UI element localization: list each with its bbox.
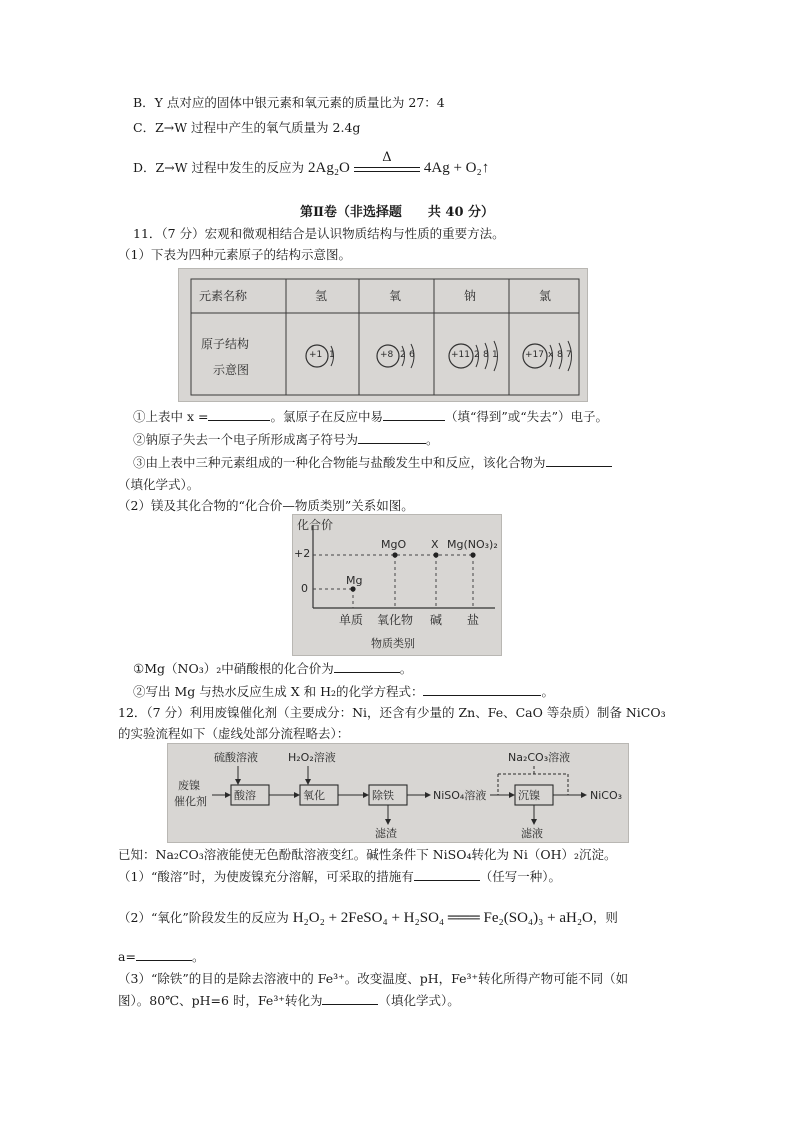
y-tick-plus2: +2 bbox=[294, 547, 311, 560]
flow-mid-niso4: NiSO₄溶液 bbox=[433, 789, 487, 802]
chart-xlabel: 物质类别 bbox=[371, 637, 415, 650]
chart-ylabel: 化合价 bbox=[297, 518, 334, 532]
q11-sub3-text-a: ③由上表中三种元素组成的一种化合物能与盐酸发生中和反应，该化合物为 bbox=[133, 455, 546, 470]
element-name-h: 氢 bbox=[315, 289, 328, 303]
q12-p3-line1: （3）“除铁”的目的是除去溶液中的 Fe³⁺。改变温度、pH，Fe³⁺转化所得产物可能不同（如 bbox=[118, 971, 629, 986]
q11-part2: （2）镁及其化合物的“化合价—物质类别”关系如图。 bbox=[118, 498, 414, 513]
q10-option-c: C．Z→W 过程中产生的氧气质量为 2.4g bbox=[133, 120, 361, 135]
q12-known: 已知：Na₂CO₃溶液能使无色酚酞溶液变红。碱性条件下 NiSO₄转化为 Ni（OH）₂沉淀。 bbox=[118, 847, 617, 862]
element-name-cl: 氯 bbox=[539, 289, 552, 303]
shell-o-2: 6 bbox=[409, 350, 415, 360]
valence-chart-svg bbox=[293, 515, 501, 655]
answer-blank-coefficient-a[interactable] bbox=[136, 948, 192, 961]
shell-cl-2: 8 bbox=[557, 350, 563, 360]
q11-sub5-text-b: 。 bbox=[541, 684, 554, 699]
q12-p3-text-b: （填化学式）。 bbox=[378, 993, 460, 1008]
answer-blank-compound[interactable] bbox=[546, 454, 612, 467]
q10-option-d-prefix: D．Z→W 过程中发生的反应为 bbox=[133, 160, 305, 175]
q12-p2 bbox=[118, 907, 618, 930]
table-header-label: 元素名称 bbox=[199, 289, 248, 303]
q10-option-b: B．Y 点对应的固体中银元素和氧元素的质量比为 27：4 bbox=[133, 95, 445, 110]
heating-condition: Δ bbox=[382, 149, 392, 165]
shell-o-1: 2 bbox=[400, 350, 406, 360]
label-mgno3: Mg(NO₃)₂ bbox=[447, 538, 498, 551]
q11-sub5 bbox=[133, 683, 554, 702]
label-x: X bbox=[431, 538, 439, 551]
flow-step-oxidize: 氧化 bbox=[303, 789, 325, 802]
flow-step-acid-dissolve: 酸溶 bbox=[234, 789, 256, 802]
q11-sub2-text-b: 。 bbox=[426, 432, 439, 447]
flow-waste-residue: 滤渣 bbox=[375, 827, 397, 840]
q12-p1-text-a: （1）“酸溶”时，为使废镍充分溶解，可采取的措施有 bbox=[118, 869, 414, 884]
y-tick-zero: 0 bbox=[301, 582, 308, 595]
nucleus-o: +8 bbox=[380, 350, 394, 360]
q11-sub1-text-a: ①上表中 x = bbox=[133, 409, 209, 424]
q11-sub1-text-b: 。氯原子在反应中易 bbox=[270, 409, 383, 424]
flow-reagent-sulfuric: 硫酸溶液 bbox=[214, 751, 258, 764]
q12-p2-text-d: 。 bbox=[191, 949, 205, 964]
q11-sub1-text-c: （填“得到”或“失去”）电子。 bbox=[445, 409, 609, 424]
label-mgo: MgO bbox=[381, 538, 407, 551]
flow-product-nico3: NiCO₃ bbox=[590, 789, 623, 802]
element-name-o: 氧 bbox=[389, 289, 402, 303]
flow-step-remove-iron: 除铁 bbox=[372, 789, 394, 802]
q12-p1-text-b: （任写一种）。 bbox=[479, 869, 562, 884]
table-row-label-1: 原子结构 bbox=[201, 337, 250, 351]
flow-reagent-na2co3: Na₂CO₃溶液 bbox=[508, 751, 571, 764]
x-cat-base: 碱 bbox=[430, 613, 443, 627]
answer-blank-gain-lose[interactable] bbox=[383, 408, 445, 421]
flow-reagent-h2o2: H₂O₂溶液 bbox=[288, 751, 336, 764]
q11-sub2-text-a: ②钠原子失去一个电子所形成离子符号为 bbox=[133, 432, 359, 447]
flow-input-line1: 废镍 bbox=[178, 779, 200, 792]
shell-na-2: 8 bbox=[483, 350, 489, 360]
q12-p2-text-a: （2）“氧化”阶段发生的反应为 bbox=[118, 910, 289, 925]
q11-sub1 bbox=[133, 408, 608, 427]
section-title: 第Ⅱ卷（非选择题 共 40 分） bbox=[299, 205, 495, 220]
q11-part1: （1）下表为四种元素原子的结构示意图。 bbox=[118, 247, 351, 262]
q12-p3-line2 bbox=[118, 992, 460, 1011]
flow-input-line2: 催化剂 bbox=[174, 795, 207, 808]
q12-p1 bbox=[118, 868, 561, 887]
answer-blank-x[interactable] bbox=[208, 408, 270, 421]
q11-sub3-cont: （填化学式）。 bbox=[118, 477, 200, 492]
q11-sub4 bbox=[133, 660, 412, 679]
process-flow-diagram bbox=[167, 743, 629, 843]
q12-stem-line2: 的实验流程如下（虚线处部分流程略去）： bbox=[118, 726, 350, 741]
q11-sub2 bbox=[133, 431, 439, 450]
shell-h-1: 1 bbox=[329, 350, 335, 360]
answer-blank-iron-product[interactable] bbox=[322, 992, 378, 1005]
q10-option-d-eq-left: 2Ag₂O bbox=[308, 160, 350, 176]
q11-sub3 bbox=[133, 454, 612, 473]
atomic-structure-table bbox=[178, 268, 588, 402]
q10-option-d bbox=[133, 149, 490, 180]
answer-blank-measure[interactable] bbox=[414, 868, 480, 881]
element-name-na: 钠 bbox=[464, 289, 477, 303]
q10-option-d-eq-right: 4Ag + O₂↑ bbox=[423, 160, 490, 176]
nucleus-cl: +17 bbox=[525, 350, 544, 360]
flow-waste-filtrate: 滤液 bbox=[521, 827, 543, 840]
q12-p3-text-a: 图）。80℃、pH=6 时，Fe³⁺转化为 bbox=[118, 993, 323, 1008]
heating-equals-sign bbox=[354, 149, 420, 176]
q12-stem-line1: 12．（7 分）利用废镍催化剂（主要成分：Ni，还含有少量的 Zn、Fe、CaO 等杂质）制备 NiCO₃ bbox=[118, 705, 666, 720]
q11-sub4-text-a: ①Mg（NO₃）₂中硝酸根的化合价为 bbox=[133, 661, 334, 676]
q12-p2-answer bbox=[118, 948, 204, 967]
q12-p2-text-c: a= bbox=[118, 949, 136, 964]
x-cat-salt: 盐 bbox=[467, 613, 480, 627]
q11-stem: 11．（7 分）宏观和微观相结合是认识物质结构与性质的重要方法。 bbox=[133, 226, 505, 241]
nucleus-na: +11 bbox=[451, 350, 470, 360]
answer-blank-equation[interactable] bbox=[423, 683, 541, 696]
shell-na-3: 1 bbox=[492, 350, 498, 360]
table-row-label-2: 示意图 bbox=[213, 363, 250, 377]
answer-blank-nitrate-valence[interactable] bbox=[334, 660, 400, 673]
answer-blank-ion-symbol[interactable] bbox=[358, 431, 426, 444]
q12-p2-equation: H₂O₂ + 2FeSO₄ + H₂SO₄ ═══ Fe₂(SO₄)₃ + aH₂O bbox=[292, 910, 593, 926]
x-cat-oxide: 氧化物 bbox=[377, 613, 414, 627]
q11-sub5-text-a: ②写出 Mg 与热水反应生成 X 和 H₂的化学方程式： bbox=[133, 684, 424, 699]
label-mg: Mg bbox=[346, 574, 363, 587]
nucleus-h: +1 bbox=[309, 350, 323, 360]
valence-chart bbox=[292, 514, 502, 656]
q11-sub4-text-b: 。 bbox=[399, 661, 413, 676]
flow-step-precipitate-ni: 沉镍 bbox=[518, 789, 540, 802]
x-cat-element: 单质 bbox=[339, 613, 364, 627]
shell-cl-1: x bbox=[548, 350, 554, 360]
shell-cl-3: 7 bbox=[566, 350, 572, 360]
q12-p2-text-b: ，则 bbox=[592, 910, 618, 925]
shell-na-1: 2 bbox=[474, 350, 480, 360]
